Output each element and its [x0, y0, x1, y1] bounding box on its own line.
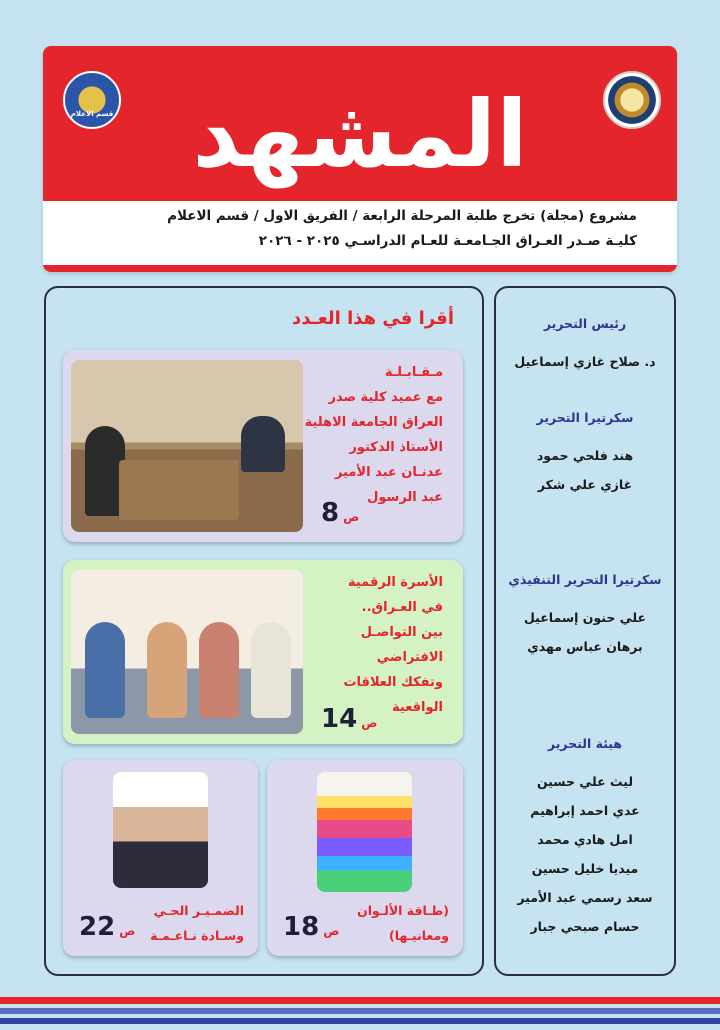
staff-group-executive-secretaries	[496, 572, 674, 661]
article-title: (طـاقة الألـوان ومعانيـها)	[357, 903, 449, 943]
article-card-digital-family[interactable]	[63, 560, 463, 744]
staff-name: امل هادي محمد	[537, 832, 633, 847]
colorful-trees-photo	[317, 772, 412, 892]
contents-title: أقرا في هذا العـدد	[291, 308, 454, 329]
staff-name: برهان عباس مهدي	[527, 639, 643, 654]
masthead-subtitle-2: كليـة صـدر العـراق الجـامعـة للعـام الدراسـي ٢٠٢٥ - ٢٠٢٦	[258, 233, 637, 249]
staff-name: ليث علي حسين	[536, 774, 634, 789]
page-number: 22 ص	[79, 912, 136, 942]
article-card-interview[interactable]	[63, 350, 463, 542]
staff-heading: سكرتيرا التحرير التنفيذي	[508, 572, 662, 587]
masthead	[43, 46, 677, 272]
staff-heading: هيئة التحرير	[547, 736, 623, 751]
staff-group-editorial-board	[496, 736, 674, 941]
contents-panel	[44, 286, 484, 976]
staff-name: ميديا خليل حسين	[531, 861, 639, 876]
staff-name: علي حنون إسماعيل	[523, 610, 647, 625]
footer-red-bar	[0, 997, 720, 1004]
staff-group-secretaries	[496, 410, 674, 499]
portrait-photo	[113, 772, 208, 888]
staff-name: غازي علي شكر	[537, 477, 633, 492]
staff-name: هند فلحي حمود	[536, 448, 634, 463]
interview-photo	[71, 360, 303, 532]
staff-group-editor-in-chief	[496, 316, 674, 376]
page-number: 8 ص	[321, 498, 360, 528]
article-card-conscience[interactable]	[63, 760, 258, 956]
page-number: 18 ص	[283, 912, 340, 942]
page-number: 14 ص	[321, 704, 378, 734]
article-title: الأسرة الرقمية في العـراق.. بين التواصـل الافتراضي وتفكك العلاقات الواقعية	[343, 575, 443, 715]
staff-name: عدي احمد إبراهيم	[530, 803, 640, 818]
footer-blue-bar	[0, 1008, 720, 1014]
masthead-subtitle-1: مشروع (مجلة) تخرج طلبة المرحلة الرابعة / الفريق الاول / قسم الاعلام	[167, 208, 637, 224]
article-card-colors[interactable]	[267, 760, 463, 956]
editorial-staff-panel	[494, 286, 676, 976]
article-title: مـقـابـلـة مع عميد كلية صدر العراق الجامعة الاهلية الأستاذ الدكتور عدنـان عبد الأمير عبد الرسول	[304, 365, 443, 505]
footer-navy-bar	[0, 1018, 720, 1024]
logo-left-text: قسم الاعلام	[70, 110, 114, 118]
staff-name: حسام صبحي جبار	[530, 919, 640, 934]
staff-heading: سكرتيرا التحرير	[536, 410, 634, 425]
article-title: الضمـيـر الحـي وسـادة نـاعـمـة	[150, 903, 244, 943]
staff-name: سعد رسمي عبد الأمير	[517, 890, 653, 905]
staff-name: د. صلاح غازي إسماعيل	[514, 354, 656, 369]
magazine-title: المشهد	[192, 81, 528, 188]
staff-heading: رئيس التحرير	[543, 316, 627, 331]
masthead-bottom-line	[43, 265, 677, 272]
family-photo	[71, 570, 303, 734]
